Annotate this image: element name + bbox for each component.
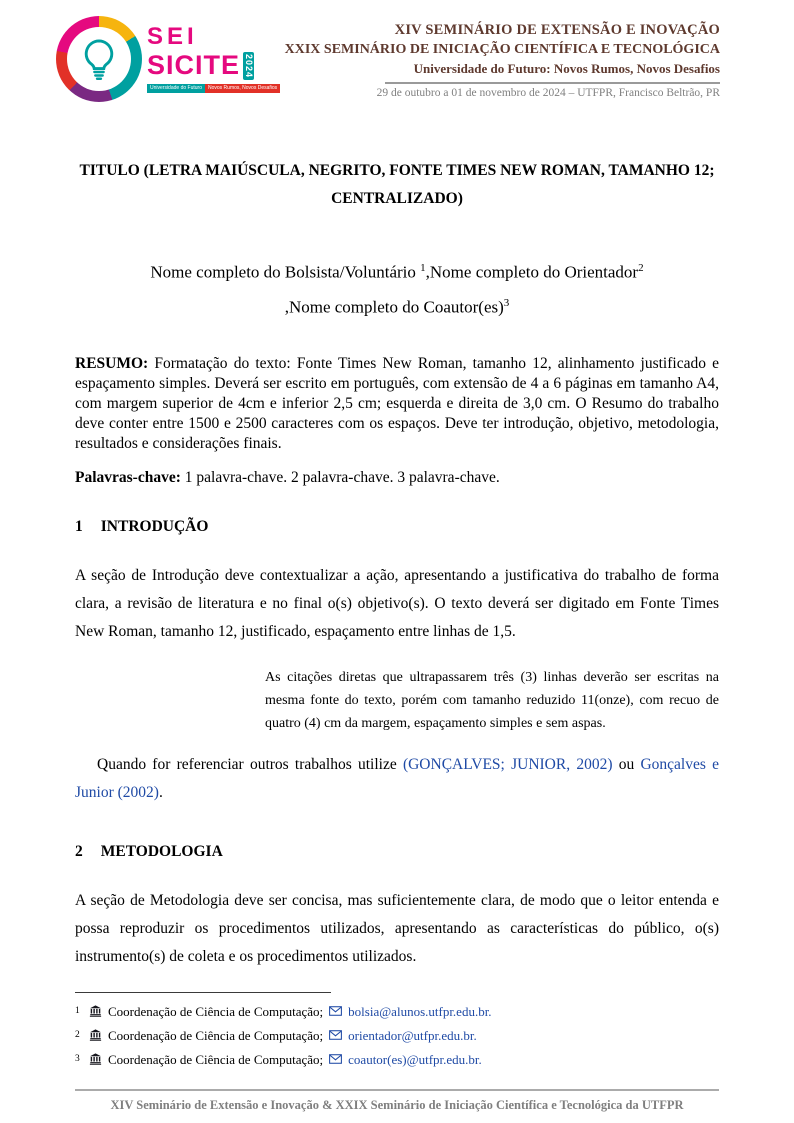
envelope-icon <box>329 1053 342 1065</box>
section-2-number: 2 <box>75 843 83 861</box>
sei-sicite-logo <box>56 16 280 102</box>
footnote-affiliation: Coordenação de Ciência de Computação; <box>108 1027 324 1043</box>
footnote-email[interactable]: coautor(es)@utfpr.edu.br. <box>348 1051 482 1067</box>
footnote-1 <box>75 999 719 1023</box>
footnote-affiliation: Coordenação de Ciência de Computação; <box>108 1051 324 1067</box>
page-footer <box>75 1089 719 1113</box>
section-2-heading <box>75 841 719 863</box>
footnote-number: 2 <box>75 1030 80 1040</box>
event-header-block <box>285 16 720 99</box>
footnote-affiliation: Coordenação de Ciência de Computação; <box>108 1003 324 1019</box>
logo-tagline-left: Universidade do Futuro <box>147 84 205 93</box>
footnote-3 <box>75 1047 719 1071</box>
abstract-label: RESUMO: <box>75 355 149 373</box>
logo-color-ring <box>56 16 142 102</box>
logo-sicite-text: SICITE <box>147 49 241 80</box>
logo-wordmark <box>147 22 280 93</box>
event-motto: Universidade do Futuro: Novos Rumos, Novos Desafios <box>413 61 720 76</box>
keywords-text: 1 palavra-chave. 2 palavra-chave. 3 palavra-chave. <box>184 469 500 487</box>
logo-tagline <box>147 84 280 93</box>
authors-block <box>75 253 719 322</box>
lightbulb-icon <box>76 36 122 82</box>
footnote-email[interactable]: bolsia@alunos.utfpr.edu.br. <box>348 1003 492 1019</box>
event-title-line2: XXIX SEMINÁRIO DE INICIAÇÃO CIENTÍFICA E TECNOLÓGICA <box>284 42 720 57</box>
page-header <box>0 0 794 102</box>
bank-building-icon <box>89 1053 102 1065</box>
authors-line-2 <box>75 288 719 323</box>
abstract-text: Formatação do texto: Fonte Times New Roman, tamanho 12, alinhamento justificado e espaçamento simples. Deverá ser escrito em português, com extensão de 4 a 6 páginas em tamanho A4, com margem superior de 4cm e inferior 2,5 cm; esquerda e direita de 3,0 cm. O Resumo do trabalho deve conter entre 1500 e 2500 caracteres com os espaços. Deve ter introdução, objetivo, metodologia, resultados e considerações finais. <box>75 355 719 453</box>
bank-building-icon <box>89 1029 102 1041</box>
author-footnote-ref: 2 <box>638 262 644 274</box>
footer-text: XIV Seminário de Extensão e Inovação & XXIX Seminário de Iniciação Científica e Tecnológica da UTFPR <box>110 1098 684 1112</box>
bank-building-icon <box>89 1005 102 1017</box>
footnote-email[interactable]: orientador@utfpr.edu.br. <box>348 1027 477 1043</box>
footnotes-block <box>75 992 719 1071</box>
citation-text: Quando for referenciar outros trabalhos utilize <box>97 756 403 774</box>
keywords-paragraph <box>75 468 719 488</box>
citation-link[interactable]: (GONÇALVES; JUNIOR, 2002) <box>402 756 613 774</box>
section-1-title: INTRODUÇÃO <box>100 518 209 536</box>
citation-paragraph <box>75 751 719 807</box>
citation-text: . <box>158 784 163 802</box>
footnote-separator <box>75 992 331 993</box>
event-title-line1: XIV SEMINÁRIO DE EXTENSÃO E INOVAÇÃO <box>394 22 720 38</box>
logo-tagline-right: Novos Rumos, Novos Desafios <box>205 84 280 93</box>
citation-link[interactable]: Gonçalves e Junior (2002) <box>75 756 719 802</box>
long-quote-paragraph: As citações diretas que ultrapassarem três (3) linhas deverão ser escritas na mesma fonte do texto, porém com tamanho reduzido 11(onze), com recuo de quatro (4) cm da margem, espaçamento simples e sem aspas. <box>265 670 719 732</box>
citation-text: ou <box>612 756 641 774</box>
methodology-paragraph: A seção de Metodologia deve ser concisa, mas suficientemente clara, de modo que o leitor entenda e possa reproduzir os procedimentos utilizados, apresentando as características do público, o(s) instrumento(s) de coleta e os procedimentos utilizados. <box>75 892 719 966</box>
logo-year-badge: 2024 <box>244 53 255 79</box>
author-name: ,Nome completo do Coautor(es) <box>284 297 504 317</box>
document-body <box>0 157 794 971</box>
section-2-title: METODOLOGIA <box>100 843 223 861</box>
keywords-label: Palavras-chave: <box>75 469 181 487</box>
author-footnote-ref: 1 <box>420 262 426 274</box>
paper-title: TITULO (LETRA MAIÚSCULA, NEGRITO, FONTE TIMES NEW ROMAN, TAMANHO 12; CENTRALIZADO) <box>79 162 715 207</box>
envelope-icon <box>329 1029 342 1041</box>
section-1-number: 1 <box>75 518 83 536</box>
authors-line-1 <box>75 253 719 288</box>
header-divider <box>385 82 720 84</box>
envelope-icon <box>329 1005 342 1017</box>
section-1-heading <box>75 516 719 538</box>
author-footnote-ref: 3 <box>503 296 510 309</box>
author-name: Nome completo do Bolsista/Voluntário <box>150 262 421 282</box>
introduction-paragraph: A seção de Introdução deve contextualizar a ação, apresentando a justificativa do trabalho de forma clara, a revisão de literatura e no final o(s) objetivo(s). O texto deverá ser digitado em Fonte Times New Roman, tamanho 12, justificado, espaçamento entre linhas de 1,5. <box>75 567 719 641</box>
footnote-2 <box>75 1023 719 1047</box>
logo-sei-text: SEI <box>147 22 198 50</box>
footnote-number: 1 <box>75 1006 80 1016</box>
author-name: ,Nome completo do Orientador <box>425 262 639 282</box>
footnote-number: 3 <box>75 1054 80 1064</box>
event-date-location: 29 de outubro a 01 de novembro de 2024 – UTFPR, Francisco Beltrão, PR <box>376 87 720 99</box>
abstract-paragraph <box>75 354 719 454</box>
